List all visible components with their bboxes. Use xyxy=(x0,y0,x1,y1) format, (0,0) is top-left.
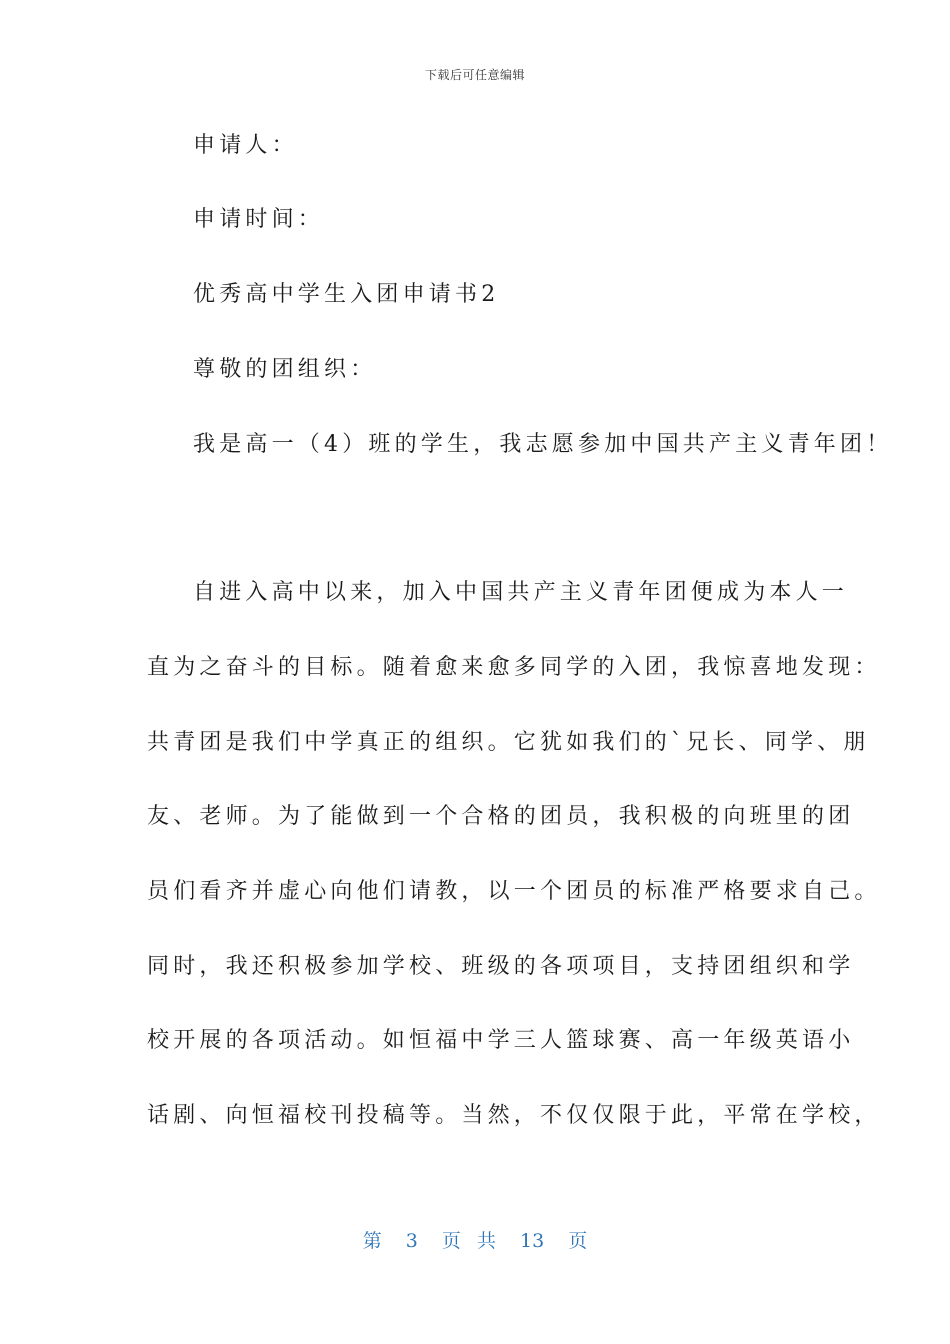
page-label-mid: 页 共 xyxy=(441,1230,496,1252)
paragraph-line: 自进入高中以来，加入中国共产主义青年团便成为本人一 xyxy=(193,580,849,605)
intro-line: 我是高一（4）班的学生，我志愿参加中国共产主义青年团！ xyxy=(193,432,893,457)
paragraph-line: 直为之奋斗的目标。随着愈来愈多同学的入团，我惊喜地发现： xyxy=(147,655,881,680)
page-header-note: 下载后可任意编辑 xyxy=(424,68,525,82)
paragraph-line: 共青团是我们中学真正的组织。它犹如我们的`兄长、同学、朋 xyxy=(147,730,870,755)
page-label-suffix: 页 xyxy=(568,1230,588,1252)
paragraph-line: 同时，我还积极参加学校、班级的各项项目，支持团组织和学 xyxy=(147,954,855,979)
paragraph-line: 员们看齐并虚心向他们请教，以一个团员的标准严格要求自己。 xyxy=(147,879,881,904)
page-label-prefix: 第 xyxy=(362,1230,382,1252)
salutation: 尊敬的团组织： xyxy=(193,357,377,382)
paragraph-line: 校开展的各项活动。如恒福中学三人篮球赛、高一年级英语小 xyxy=(147,1028,855,1053)
section-title: 优秀高中学生入团申请书2 xyxy=(193,282,500,307)
total-pages-number: 13 xyxy=(520,1230,545,1252)
current-page-number: 3 xyxy=(405,1230,418,1252)
application-date-label: 申请时间： xyxy=(193,207,325,232)
paragraph-line: 友、老师。为了能做到一个合格的团员，我积极的向班里的团 xyxy=(147,804,855,829)
page-number-footer xyxy=(0,1226,950,1253)
paragraph-line: 话剧、向恒福校刊投稿等。当然，不仅仅限于此，平常在学校， xyxy=(147,1103,881,1128)
applicant-label: 申请人： xyxy=(193,133,298,158)
